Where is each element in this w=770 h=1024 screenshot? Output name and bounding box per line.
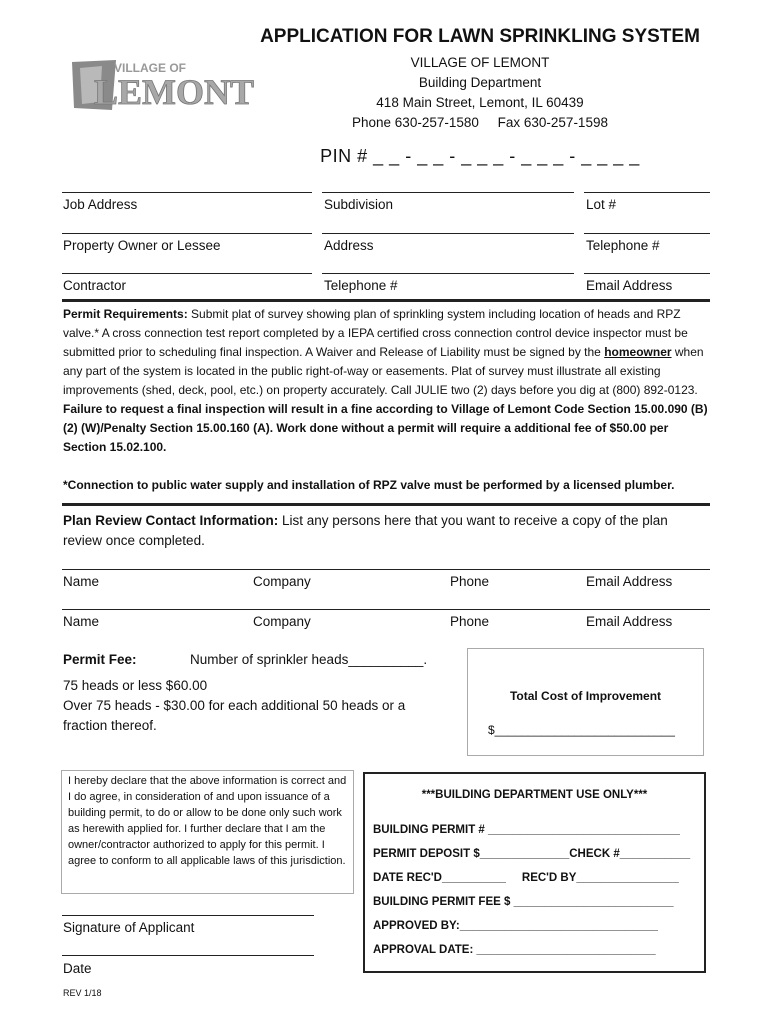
total-cost-label: Total Cost of Improvement — [509, 689, 662, 703]
pin-field[interactable]: PIN # _ _ - _ _ - _ _ _ - _ _ _ - _ _ _ _ — [320, 146, 640, 166]
total-cost-field[interactable]: $___________________________ — [488, 723, 675, 737]
approved-by-field[interactable]: APPROVED BY:_______________________________ — [373, 920, 658, 932]
company-label: Company — [253, 574, 311, 589]
email-label: Email Address — [586, 278, 673, 293]
logo-main-text: LEMONT — [94, 72, 255, 112]
phone-label: Phone — [450, 614, 490, 629]
contact-line — [0, 115, 770, 130]
form-title: APPLICATION FOR LAWN SPRINKLING SYSTEM — [260, 26, 700, 47]
permit-deposit-field[interactable]: PERMIT DEPOSIT $______________CHECK #___________ — [373, 848, 691, 860]
org-name: VILLAGE OF LEMONT — [410, 55, 550, 70]
lot-label: Lot # — [586, 197, 617, 212]
company-label: Company — [253, 614, 311, 629]
revision-label: REV 1/18 — [63, 988, 102, 998]
requirements-penalty: Failure to request a final inspection will result in a fine according to Village of Lemont Code Section 15.00.090 (B) (2) (W)/Penalty Section 15.00.160 (A). Work done without a permit will require a additional fee of $50.00 per Section 15.02.100. — [63, 402, 708, 454]
total-cost-box — [467, 648, 704, 756]
telephone-label: Telephone # — [586, 238, 660, 253]
homeowner-text: homeowner — [604, 345, 672, 359]
fee-schedule — [63, 676, 433, 736]
fax: Fax 630-257-1598 — [497, 115, 608, 130]
plan-review-info — [63, 511, 703, 551]
plan-review-text: List any persons here that you want to receive a copy of the plan review once completed. — [63, 513, 668, 548]
date-line[interactable] — [62, 955, 314, 956]
subdivision-label: Subdivision — [324, 197, 394, 212]
contractor-telephone-label: Telephone # — [324, 278, 398, 293]
requirements-text-1: Submit plat of survey showing plan of sprinkling system including location of heads and RPZ valve.* A cross connection test report completed by a IEPA certified cross connection control device inspector must be submitted prior to scheduling final inspection. A Waiver and Release of Liability must be signed by the — [63, 307, 688, 359]
requirements-label: Permit Requirements: — [63, 307, 188, 321]
field-line[interactable] — [322, 233, 574, 234]
signature-label: Signature of Applicant — [63, 920, 195, 935]
building-permit-field[interactable]: BUILDING PERMIT # ______________________________ — [373, 824, 680, 836]
field-line[interactable] — [322, 273, 574, 274]
declaration-text: I hereby declare that the above information is correct and I do agree, in consideration of and upon issuance of a building permit, to do or allow to be done only such work as herewith applied for. I further declare that I am the owner/contractor authorized to apply for this permit. I agree to conform to all applicable laws of this jurisdiction. — [68, 775, 347, 867]
divider — [62, 299, 710, 302]
field-line[interactable] — [322, 192, 574, 193]
street-address: 418 Main Street, Lemont, IL 60439 — [376, 95, 584, 110]
field-line[interactable] — [584, 192, 710, 193]
permit-fee-label: Permit Fee: — [63, 652, 137, 667]
phone: Phone 630-257-1580 — [352, 115, 479, 130]
date-received-field[interactable]: DATE REC'D__________ REC'D BY________________ — [373, 872, 679, 884]
requirements-text-2: when any part of the system is located in the public right-of-way or easements. Plat of survey must illustrate all existing improvements (shed, deck, pool, etc.) on property accurately. Call JULIE two (2) days before you dig at (800) 892-0123. — [63, 345, 704, 397]
address-label: Address — [324, 238, 374, 253]
approval-date-field[interactable]: APPROVAL DATE: ____________________________ — [373, 944, 656, 956]
office-use-box — [363, 772, 706, 973]
field-line[interactable] — [62, 569, 710, 570]
owner-label: Property Owner or Lessee — [63, 238, 221, 253]
signature-line[interactable] — [62, 915, 314, 916]
contractor-label: Contractor — [63, 278, 127, 293]
field-line[interactable] — [62, 192, 312, 193]
permit-requirements — [63, 305, 713, 457]
permit-fee-field[interactable]: BUILDING PERMIT FEE $ _________________________ — [373, 896, 674, 908]
phone-label: Phone — [450, 574, 490, 589]
field-line[interactable] — [62, 233, 312, 234]
job-address-label: Job Address — [63, 197, 138, 212]
fee-line-2: Over 75 heads - $30.00 for each additional 50 heads or a fraction thereof. — [63, 698, 406, 733]
field-line[interactable] — [584, 233, 710, 234]
email-address-label: Email Address — [586, 614, 673, 629]
field-line[interactable] — [62, 609, 710, 610]
name-label: Name — [63, 574, 100, 589]
field-line[interactable] — [62, 273, 312, 274]
date-label: Date — [63, 961, 92, 976]
office-use-title: ***BUILDING DEPARTMENT USE ONLY*** — [421, 789, 648, 801]
sprinkler-heads-field[interactable]: Number of sprinkler heads__________. — [190, 652, 428, 667]
logo-top-text: VILLAGE OF — [114, 61, 186, 75]
fee-line-1: 75 heads or less $60.00 — [63, 678, 208, 693]
email-address-label: Email Address — [586, 574, 673, 589]
divider — [62, 503, 710, 506]
department: Building Department — [418, 75, 542, 90]
field-line[interactable] — [584, 273, 710, 274]
declaration-box — [61, 770, 354, 894]
name-label: Name — [63, 614, 100, 629]
plumber-note: *Connection to public water supply and installation of RPZ valve must be performed by a licensed plumber. — [63, 478, 675, 492]
plan-review-label: Plan Review Contact Information: — [63, 513, 279, 528]
